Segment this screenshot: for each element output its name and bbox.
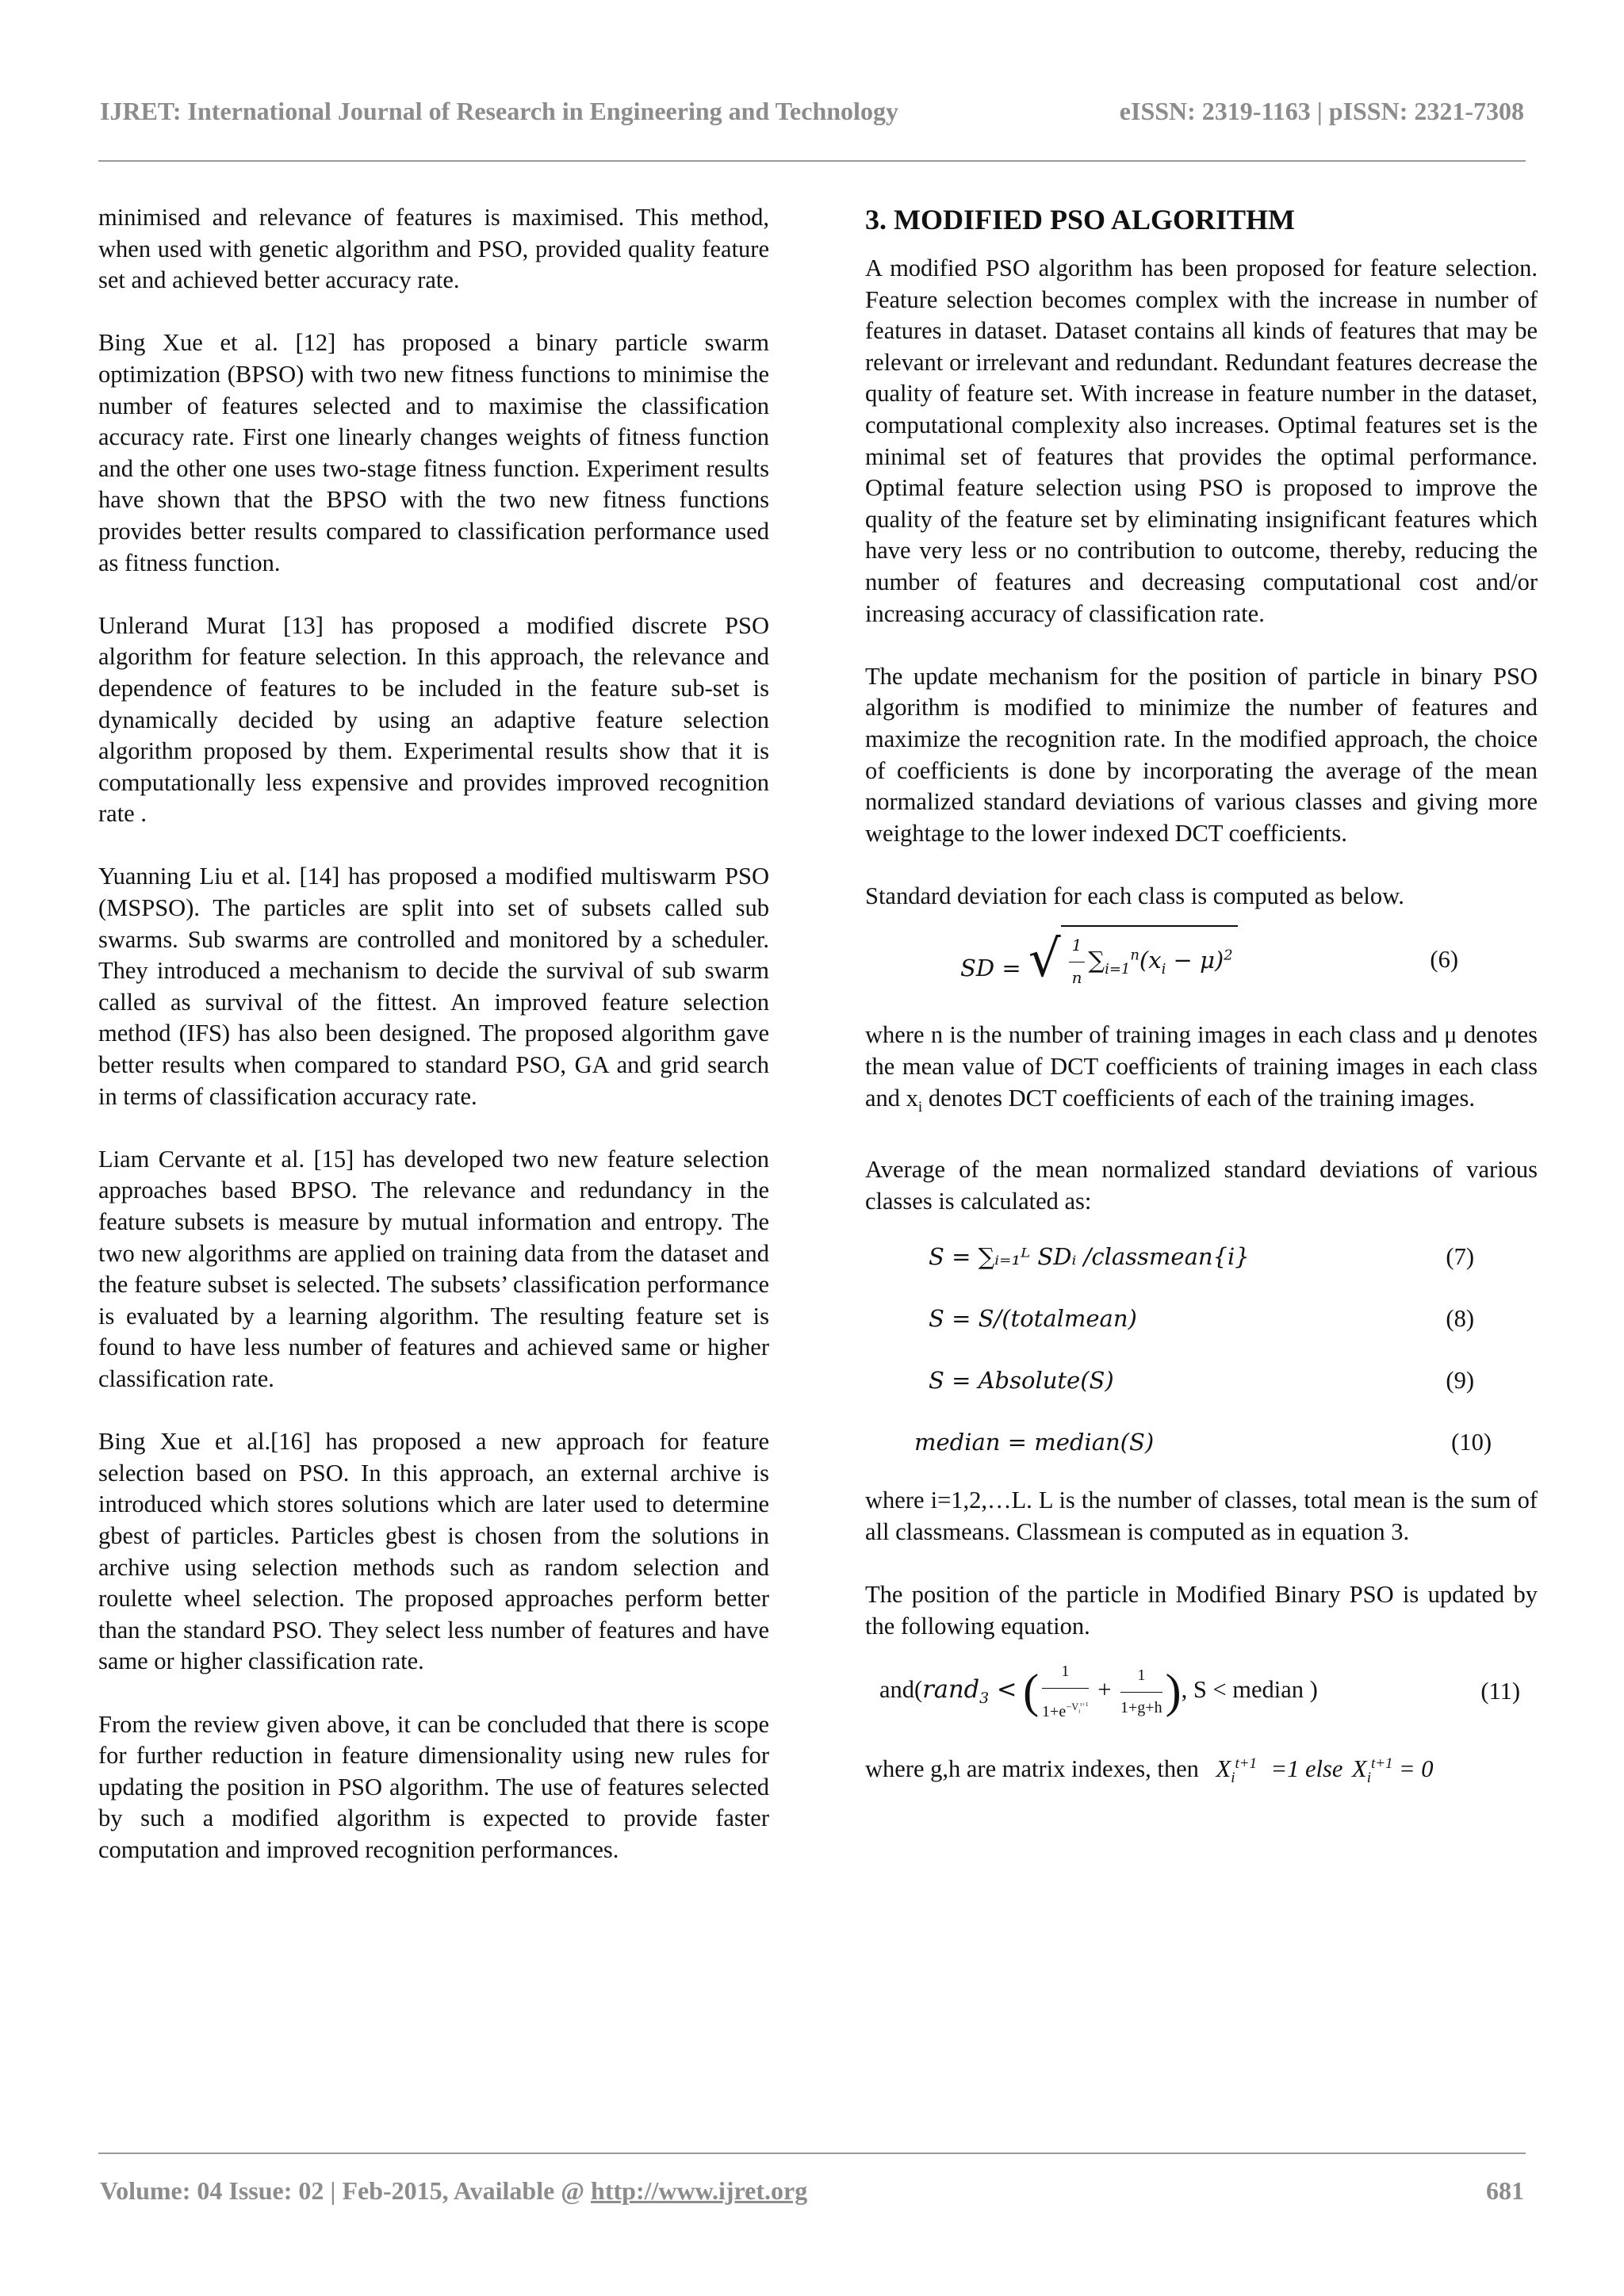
update-formula: and(rand$_3$ < ( $\frac{1}{1+e^{-V_i^{t+1}}}$ + $\frac{1}{1+g+h}$ ), S < median ) (865, 1656, 1318, 1728)
paragraph: where g,h are matrix indexes, then $X_i^{t+1} =1$ else $X_i^{t+1} = 0$ (865, 1755, 1434, 1787)
paragraph: Liam Cervante et al. [15] has developed two new feature selection approaches based BPSO. The relevance and redundancy in the feature subsets is measure by mutual information and entropy. The two new algorithms are applied on training data from the dataset and the feature subset is selected. The subsets’ classification performance is evaluated by a learning algorithm. The resulting feature set is found to have less number of features and achieved same or higher classification rate. (98, 1145, 769, 1392)
paragraph: Standard deviation for each class is computed as below. (865, 882, 1404, 909)
paragraph: Bing Xue et al.[16] has proposed a new approach for feature selection based on PSO. In this approach, an external archive is introduced which stores solutions which are later used to determine gbest of particles. Particles gbest is chosen from the solutions in archive using selection methods such as random selection and roulette wheel selection. The proposed approaches perform better than the standard PSO. They select less number of features and have same or higher classification rate. (98, 1428, 769, 1675)
footer-rule (98, 2152, 1526, 2154)
paragraph: minimised and relevance of features is maximised. This method, when used with genetic algorithm and PSO, provided quality feature set and achieved better accuracy rate. (98, 204, 769, 294)
volume-info: Volume: 04 Issue: 02 | Feb-2015, Available @ http://www.ijret.org (100, 2176, 808, 2205)
equation-number: (6) (1430, 945, 1458, 973)
equation-6 (865, 928, 1538, 991)
journal-link[interactable]: http://www.ijret.org (591, 2176, 808, 2205)
page-number: 681 (1486, 2176, 1524, 2205)
page-footer (100, 2176, 1524, 2206)
equation-10-formula: median = median(S) (914, 1429, 1155, 1456)
equation-number: (7) (1446, 1243, 1474, 1271)
equation-7-formula: S = ∑ᵢ₌₁ᴸ SDᵢ /classmean{i} (929, 1243, 1250, 1271)
equation-number: (11) (1480, 1678, 1520, 1705)
equation-10 (865, 1423, 1538, 1463)
issn: eISSN: 2319-1163 | pISSN: 2321-7308 (1119, 97, 1524, 125)
paragraph: From the review given above, it can be concluded that there is scope for further reduction in feature dimensionality using new rules for updating the position in PSO algorithm. The use of features selected by such a modified algorithm is expected to provide faster computation and improved recognition performances. (98, 1710, 769, 1863)
equation-8-formula: S = S/(totalmean) (929, 1305, 1137, 1333)
paragraph: Bing Xue et al. [12] has proposed a binary particle swarm optimization (BPSO) with two new fitness functions to minimise the number of features selected and to maximise the classification accuracy rate. First one linearly changes weights of fitness function and the other one uses two-stage fitness function. Experiment results have shown that the BPSO with the two new fitness functions provides better results compared to classification performance used as fitness function. (98, 329, 769, 576)
equation-7 (865, 1238, 1538, 1277)
paragraph: The position of the particle in Modified Binary PSO is updated by the following equation. (865, 1580, 1538, 1640)
page-header (100, 97, 1524, 126)
paragraph: Unlerand Murat [13] has proposed a modified discrete PSO algorithm for feature selection. In this approach, the relevance and dependence of features to be included in the feature sub-set is dynamically decided by using an adaptive feature selection algorithm proposed by them. Experimental results show that it is computationally less expensive and provides improved recognition rate . (98, 611, 769, 828)
sd-formula: SD = √ $\frac{1}{n}$ $\sum_{i=1}^n(x_i - \mu)^2$ (865, 925, 1238, 993)
equation-number: (8) (1446, 1305, 1474, 1333)
journal-title: IJRET: International Journal of Research in Engineering and Technology (100, 97, 898, 125)
left-column (98, 202, 769, 1897)
equation-number: (9) (1446, 1367, 1474, 1395)
equation-9-formula: S = Absolute(S) (929, 1367, 1114, 1395)
section-title: 3. MODIFIED PSO ALGORITHM (865, 204, 1296, 235)
equation-11 (865, 1656, 1538, 1728)
equation-9 (865, 1361, 1538, 1401)
right-column (865, 202, 1538, 1826)
paragraph: Yuanning Liu et al. [14] has proposed a modified multiswarm PSO (MSPSO). The particles are split into set of subsets called sub swarms. Sub swarms are controlled and monitored by a scheduler. They introduced a mechanism to decide the survival of sub swarm called as survival of the fittest. An improved feature selection method (IFS) has also been designed. The proposed algorithm gave better results when compared to standard PSO, GA and grid search in terms of classification accuracy rate. (98, 863, 769, 1110)
paragraph: Average of the mean normalized standard deviations of various classes is calculated as: (865, 1155, 1538, 1215)
header-rule (98, 160, 1526, 162)
equation-number: (10) (1451, 1429, 1492, 1456)
paragraph: where n is the number of training images in each class and μ denotes the mean value of DCT coefficients of training images in each class and $x_i$ denotes DCT coefficients of each of the training images. (865, 1021, 1538, 1115)
paragraph: A modified PSO algorithm has been proposed for feature selection. Feature selection becomes complex with the increase in number of features in dataset. Dataset contains all kinds of features that may be relevant or irrelevant and redundant. Redundant features decrease the quality of feature set. With increase in feature number in the dataset, computational complexity also increases. Optimal features set is the minimal set of features that provides the optimal performance. Optimal feature selection using PSO is proposed to improve the quality of the feature set by eliminating insignificant features which have very less or no contribution to outcome, thereby, reducing the number of features and decreasing computational cost and/or increasing accuracy of classification rate. (865, 254, 1538, 627)
paragraph: The update mechanism for the position of particle in binary PSO algorithm is modified to minimize the number of features and maximize the recognition rate. In the modified approach, the choice of coefficients is done by incorporating the average of the mean normalized standard deviations of various classes and giving more weightage to the lower indexed DCT coefficients. (865, 662, 1538, 847)
paragraph: where i=1,2,…L. L is the number of classes, total mean is the sum of all classmeans. Classmean is computed as in equation 3. (865, 1487, 1538, 1545)
equation-8 (865, 1299, 1538, 1339)
